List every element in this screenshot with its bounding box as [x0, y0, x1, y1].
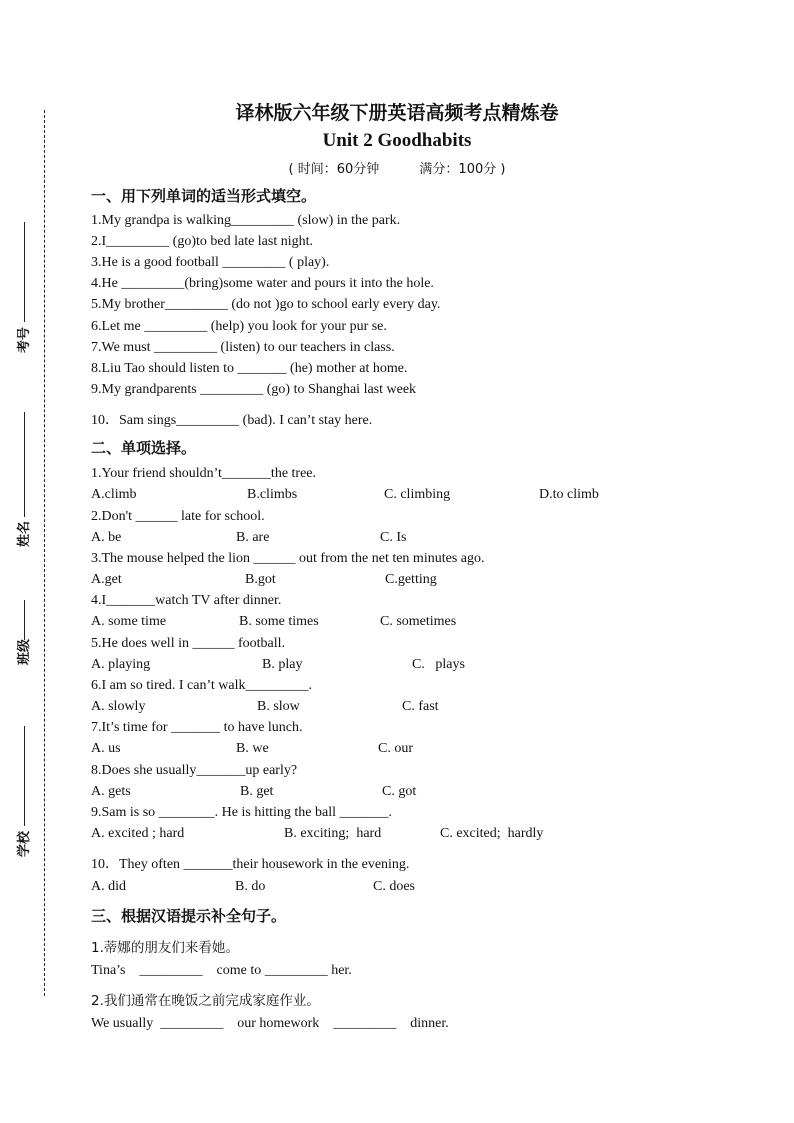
section3-heading: 三、根据汉语提示补全句子。 — [91, 907, 287, 925]
s2-question-3: 3.The mouse helped the lion ______ out from the net ten minutes ago. — [91, 551, 485, 566]
s2-options-5 — [91, 657, 651, 675]
exam-number-underline — [24, 222, 25, 322]
option-b[interactable]: B.climbs — [247, 487, 298, 502]
option-d[interactable]: D.to climb — [539, 487, 599, 502]
s2-options-10 — [91, 879, 651, 897]
s1-question-7[interactable]: 7.We must _________ (listen) to our teachers in class. — [91, 340, 395, 355]
class-underline — [24, 600, 25, 640]
s1-question-4[interactable]: 4.He _________(bring)some water and pours it into the hole. — [91, 276, 434, 291]
s2-options-7 — [91, 741, 651, 759]
name-underline — [24, 412, 25, 517]
school-underline — [24, 726, 25, 826]
section1-heading: 一、用下列单词的适当形式填空。 — [91, 187, 317, 205]
s2-options-1 — [91, 487, 651, 505]
option-a[interactable]: A. playing — [91, 657, 151, 672]
s2-options-3 — [91, 572, 651, 590]
option-b[interactable]: B. exciting; hard — [284, 826, 382, 841]
option-a[interactable]: A. did — [91, 879, 126, 894]
s2-question-4: 4.I_______watch TV after dinner. — [91, 593, 282, 608]
binding-line — [44, 110, 45, 996]
option-b[interactable]: B. slow — [257, 699, 300, 714]
option-a[interactable]: A.climb — [91, 487, 137, 502]
s2-question-5: 5.He does well in ______ football. — [91, 636, 286, 651]
s2-options-9 — [91, 826, 651, 844]
section2-heading: 二、单项选择。 — [91, 439, 197, 457]
s2-question-2: 2.Don't ______ late for school. — [91, 509, 265, 524]
option-b[interactable]: B. do — [235, 879, 266, 894]
school-label: 学校 — [17, 831, 32, 858]
s1-question-8[interactable]: 8.Liu Tao should listen to _______ (he) mother at home. — [91, 361, 408, 376]
option-a[interactable]: A.get — [91, 572, 122, 587]
s2-options-8 — [91, 784, 651, 802]
option-a[interactable]: A. excited ; hard — [91, 826, 185, 841]
s2-options-2 — [91, 530, 651, 548]
full-score: 满分：100分 ) — [419, 162, 506, 177]
option-c[interactable]: C. does — [373, 879, 415, 894]
option-a[interactable]: A. us — [91, 741, 121, 756]
s1-question-3[interactable]: 3.He is a good football _________ ( play). — [91, 255, 330, 270]
s2-question-10: 10．They often _______their housework in the evening. — [91, 857, 410, 872]
s3-prompt-2: 2.我们通常在晚饭之前完成家庭作业。 — [91, 993, 320, 1009]
time-limit: ( 时间：60分钟 — [288, 162, 380, 177]
option-a[interactable]: A. gets — [91, 784, 131, 799]
page-subtitle: Unit 2 Goodhabits — [322, 130, 472, 151]
option-b[interactable]: B. we — [236, 741, 269, 756]
option-b[interactable]: B. are — [236, 530, 270, 545]
option-c[interactable]: C. excited; hardly — [440, 826, 544, 841]
option-a[interactable]: A. be — [91, 530, 122, 545]
s2-question-6: 6.I am so tired. I can’t walk_________. — [91, 678, 312, 693]
option-c[interactable]: C. our — [378, 741, 413, 756]
s3-answer-1[interactable]: Tina’s _________ come to _________ her. — [91, 963, 352, 978]
option-b[interactable]: B. play — [262, 657, 303, 672]
s1-question-5[interactable]: 5.My brother_________ (do not )go to school early every day. — [91, 297, 441, 312]
option-b[interactable]: B. some times — [239, 614, 319, 629]
option-b[interactable]: B.got — [245, 572, 276, 587]
s2-question-1: 1.Your friend shouldn’t_______the tree. — [91, 466, 317, 481]
option-a[interactable]: A. some time — [91, 614, 167, 629]
name-label: 姓名 — [17, 521, 32, 548]
exam-number-label: 考号 — [17, 327, 32, 354]
option-c[interactable]: C. plays — [412, 657, 465, 672]
s1-question-10[interactable]: 10．Sam sings_________ (bad). I can’t stay here. — [91, 413, 373, 428]
s1-question-6[interactable]: 6.Let me _________ (help) you look for your pur se. — [91, 319, 387, 334]
option-b[interactable]: B. get — [240, 784, 274, 799]
option-c[interactable]: C. climbing — [384, 487, 451, 502]
s3-answer-2[interactable]: We usually _________ our homework _________ dinner. — [91, 1016, 449, 1031]
option-c[interactable]: C. Is — [380, 530, 407, 545]
s1-question-2[interactable]: 2.I_________ (go)to bed late last night. — [91, 234, 314, 249]
s2-question-9: 9.Sam is so ________. He is hitting the ball _______. — [91, 805, 392, 820]
s2-question-7: 7.It’s time for _______ to have lunch. — [91, 720, 303, 735]
s3-prompt-1: 1.蒂娜的朋友们来看她。 — [91, 940, 239, 956]
exam-meta — [0, 158, 794, 177]
option-a[interactable]: A. slowly — [91, 699, 146, 714]
s2-options-4 — [91, 614, 651, 632]
s1-question-9[interactable]: 9.My grandparents _________ (go) to Shanghai last week — [91, 382, 417, 397]
option-c[interactable]: C.getting — [385, 572, 437, 587]
page-title: 译林版六年级下册英语高频考点精炼卷 — [235, 102, 559, 124]
s2-question-8: 8.Does she usually_______up early? — [91, 763, 298, 778]
s1-question-1[interactable]: 1.My grandpa is walking_________ (slow) in the park. — [91, 213, 401, 228]
option-c[interactable]: C. fast — [402, 699, 439, 714]
class-label: 班级 — [17, 639, 32, 666]
s2-options-6 — [91, 699, 651, 717]
option-c[interactable]: C. sometimes — [380, 614, 457, 629]
option-c[interactable]: C. got — [382, 784, 417, 799]
